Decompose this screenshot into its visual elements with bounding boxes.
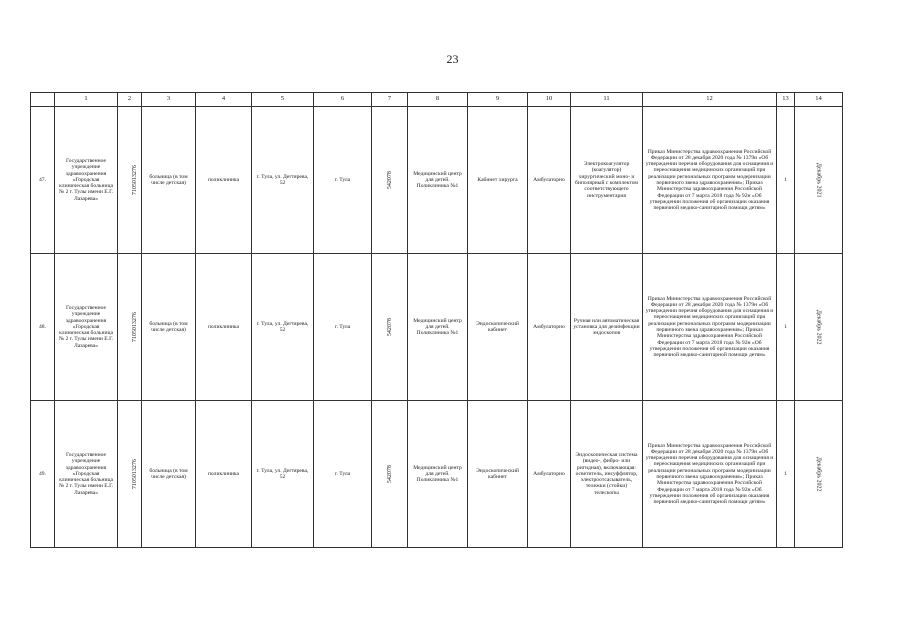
header-cell: 4 xyxy=(196,93,252,107)
legal-basis: Приказ Министерства здравоохранения Российской Федерации от 28 декабря 2020 года № 1379н «Об утверждении перечня оборудования для оснащения и переоснащения медицинских организаций при реализации региональных программ модернизации первичного звена здравоохранения»; Приказ Министерства здравоохранения Российской Федерации от 7 марта 2018 года № 92н «Об утверждении положения об организации оказания первичной медико-санитарной помощи детям» xyxy=(643,401,777,548)
okato-cell xyxy=(372,254,408,401)
header-cell: 5 xyxy=(252,93,314,107)
organization-name: Государственное учреждение здравоохранения «Городская клиническая больница № 2 г. Тулы имени Е.Г. Лазарева» xyxy=(55,254,118,401)
delivery-date: Декабрь 2022 xyxy=(815,309,822,345)
address: г. Тула, ул. Дегтярева, 52 xyxy=(252,107,314,254)
row-number: 47. xyxy=(31,107,55,254)
facility-type: больница (в том числе детская) xyxy=(142,254,196,401)
room: Эндоскопический кабинет xyxy=(468,401,528,548)
table-row xyxy=(31,254,843,401)
division: Медицинский центр для детей. Поликлиника №1 xyxy=(408,401,468,548)
quantity: 1 xyxy=(777,107,795,254)
city: г. Тула xyxy=(314,107,372,254)
organization-name: Государственное учреждение здравоохранения «Городская клиническая больница № 2 г. Тулы имени Е.Г. Лазарева» xyxy=(55,401,118,548)
org-code: 7105013276 xyxy=(131,311,138,342)
okato-code: 542078 xyxy=(386,317,393,336)
header-cell: 11 xyxy=(571,93,643,107)
table-header-row xyxy=(31,93,843,107)
legal-basis: Приказ Министерства здравоохранения Российской Федерации от 28 декабря 2020 года № 1379н «Об утверждении перечня оборудования для оснащения и переоснащения медицинских организаций при реализации региональных программ модернизации первичного звена здравоохранения»; Приказ Министерства здравоохранения Российской Федерации от 7 марта 2018 года № 92н «Об утверждении положения об организации оказания первичной медико-санитарной помощи детям» xyxy=(643,107,777,254)
organization-name: Государственное учреждение здравоохранения «Городская клиническая больница № 2 г. Тулы имени Е.Г. Лазарева» xyxy=(55,107,118,254)
address: г. Тула, ул. Дегтярева, 52 xyxy=(252,401,314,548)
care-type: Амбулаторно xyxy=(528,401,571,548)
equipment: Ручная или автоматическая установка для дезинфекции эндоскопов xyxy=(571,254,643,401)
header-cell: 9 xyxy=(468,93,528,107)
header-cell: 6 xyxy=(314,93,372,107)
facility-type: больница (в том числе детская) xyxy=(142,401,196,548)
org-code-cell xyxy=(118,107,142,254)
equipment-table xyxy=(30,92,843,548)
org-code-cell xyxy=(118,254,142,401)
delivery-date: Декабрь 2021 xyxy=(815,162,822,198)
unit-type: поликлиника xyxy=(196,254,252,401)
header-cell: 10 xyxy=(528,93,571,107)
care-type: Амбулаторно xyxy=(528,107,571,254)
org-code-cell xyxy=(118,401,142,548)
quantity: 1 xyxy=(777,401,795,548)
address: г. Тула, ул. Дегтярева, 52 xyxy=(252,254,314,401)
equipment: Эндоскопическая система (видео-, фибро- или ригидная), включающая: осветитель, инсуффлятор, электроотсасыватель, тележки (стойки) телескопы xyxy=(571,401,643,548)
care-type: Амбулаторно xyxy=(528,254,571,401)
equipment: Электрокоагулятор (коагулятор) хирургический моно- и биполярный с комплектом соответствующего инструментария xyxy=(571,107,643,254)
header-cell: 7 xyxy=(372,93,408,107)
org-code: 7105013276 xyxy=(131,458,138,489)
okato-code: 542078 xyxy=(386,464,393,483)
city: г. Тула xyxy=(314,401,372,548)
legal-basis: Приказ Министерства здравоохранения Российской Федерации от 28 декабря 2020 года № 1379н «Об утверждении перечня оборудования для оснащения и переоснащения медицинских организаций при реализации региональных программ модернизации первичного звена здравоохранения»; Приказ Министерства здравоохранения Российской Федерации от 7 марта 2018 года № 92н «Об утверждении положения об организации оказания первичной медико-санитарной помощи детям» xyxy=(643,254,777,401)
unit-type: поликлиника xyxy=(196,107,252,254)
date-cell xyxy=(795,254,843,401)
org-code: 7105013276 xyxy=(131,164,138,195)
okato-code: 542078 xyxy=(386,170,393,189)
division: Медицинский центр для детей. Поликлиника №1 xyxy=(408,107,468,254)
page-number: 23 xyxy=(446,52,459,66)
city: г. Тула xyxy=(314,254,372,401)
table-row xyxy=(31,107,843,254)
okato-cell xyxy=(372,401,408,548)
header-cell: 2 xyxy=(118,93,142,107)
header-cell-blank xyxy=(31,93,55,107)
unit-type: поликлиника xyxy=(196,401,252,548)
okato-cell xyxy=(372,107,408,254)
header-cell: 1 xyxy=(55,93,118,107)
division: Медицинский центр для детей. Поликлиника №1 xyxy=(408,254,468,401)
room: Кабинет хирурга xyxy=(468,107,528,254)
row-number: 48. xyxy=(31,254,55,401)
table-row xyxy=(31,401,843,548)
header-cell: 3 xyxy=(142,93,196,107)
header-cell: 12 xyxy=(643,93,777,107)
header-cell: 14 xyxy=(795,93,843,107)
delivery-date: Декабрь 2022 xyxy=(815,456,822,492)
row-number: 49. xyxy=(31,401,55,548)
facility-type: больница (в том числе детская) xyxy=(142,107,196,254)
date-cell xyxy=(795,401,843,548)
date-cell xyxy=(795,107,843,254)
room: Эндоскопический кабинет xyxy=(468,254,528,401)
quantity: 1 xyxy=(777,254,795,401)
header-cell: 13 xyxy=(777,93,795,107)
header-cell: 8 xyxy=(408,93,468,107)
